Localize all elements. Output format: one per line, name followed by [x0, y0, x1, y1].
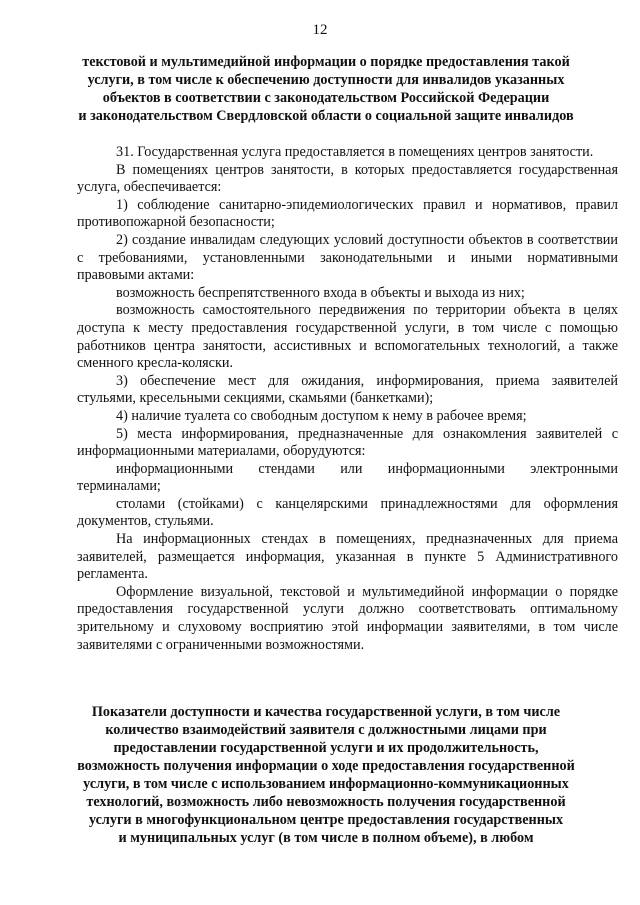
heading-line: услуги в многофункциональном центре предоставления государственных: [88, 812, 564, 828]
heading-line: услуги, в том числе с использованием информационно-коммуникационных: [83, 776, 569, 792]
heading-line: и законодательством Свердловской области о социальной защите инвалидов: [78, 108, 574, 124]
heading-line: услуги, в том числе к обеспечению доступности для инвалидов указанных: [87, 72, 565, 88]
paragraph: Оформление визуальной, текстовой и мультимедийной информации о порядке предоставления государственной услуги должно соответствовать оптимальному зрительному и слуховому восприятию этой информации заявителями, в том числе заявителями с ограниченными возможностями.: [77, 583, 618, 653]
list-item-5: 5) места информирования, предназначенные для ознакомления заявителей с информационными материалами, оборудуются:: [77, 425, 618, 460]
heading-line: количество взаимодействий заявителя с должностными лицами при: [105, 722, 547, 738]
paragraph-31: 31. Государственная услуга предоставляется в помещениях центров занятости.: [116, 144, 594, 160]
heading-line: и муниципальных услуг (в том числе в полном объеме), в любом: [118, 830, 534, 846]
list-item-2: 2) создание инвалидам следующих условий доступности объектов в соответствии с требованиями, установленными законодательными и иными нормативными правовыми актами:: [77, 231, 618, 284]
heading-line: возможность получения информации о ходе предоставления государственной: [77, 758, 575, 774]
paragraph: возможность беспрепятственного входа в объекты и выхода из них;: [116, 284, 525, 301]
paragraph: информационными стендами или информационными электронными терминалами;: [77, 460, 618, 495]
body-text: [77, 144, 618, 654]
section-heading-indicators: [70, 703, 582, 847]
heading-line: предоставлении государственной услуги и их продолжительность,: [113, 740, 539, 756]
paragraph: возможность самостоятельного передвижения по территории объекта в целях доступа к месту предоставления государственной услуги, в том числе с помощью работников центра занятости, ассистивных и вспомогательных технологий, а также сменного кресла-коляски.: [77, 302, 618, 372]
page-number: 12: [312, 22, 328, 38]
paragraph: столами (стойками) с канцелярскими принадлежностями для оформления документов, стульями.: [77, 495, 618, 530]
heading-line: Показатели доступности и качества государственной услуги, в том числе: [91, 704, 561, 720]
heading-line: объектов в соответствии с законодательством Российской Федерации: [102, 90, 550, 106]
list-item-3: 3) обеспечение мест для ожидания, информирования, приема заявителей стульями, кресельными секциями, скамьями (банкетками);: [77, 372, 618, 407]
list-item-1: 1) соблюдение санитарно-эпидемиологических правил и нормативов, правил противопожарной безопасности;: [77, 196, 618, 231]
list-item-4: 4) наличие туалета со свободным доступом к нему в рабочее время;: [116, 407, 527, 424]
heading-line: текстовой и мультимедийной информации о порядке предоставления такой: [82, 54, 570, 70]
heading-line: технологий, возможность либо невозможность получения государственной: [86, 794, 566, 810]
paragraph: В помещениях центров занятости, в которых предоставляется государственная услуга, обеспечивается:: [77, 161, 618, 196]
section-heading-accessibility: [70, 53, 582, 125]
paragraph: На информационных стендах в помещениях, предназначенных для приема заявителей, размещается информация, указанная в пункте 5 Административного регламента.: [77, 531, 618, 583]
